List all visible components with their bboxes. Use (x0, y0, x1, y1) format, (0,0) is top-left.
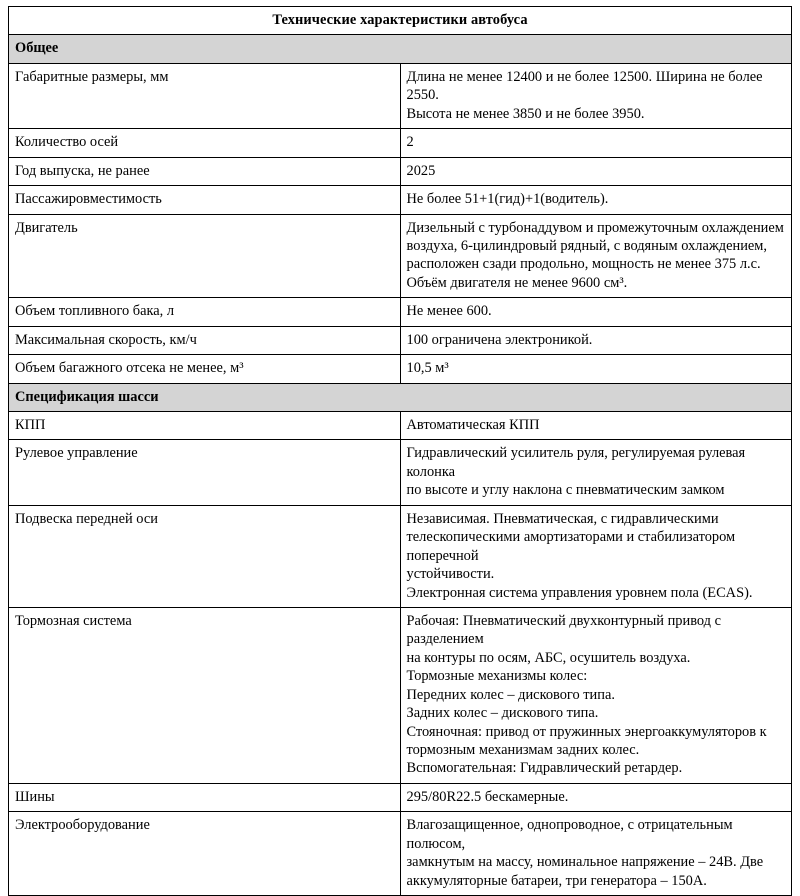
spec-label: Габаритные размеры, мм (9, 63, 401, 128)
spec-value-line: 295/80R22.5 бескамерные. (406, 788, 569, 805)
spec-label: Подвеска передней оси (9, 505, 401, 607)
spec-value-line: 100 ограничена электроникой. (406, 331, 593, 348)
spec-value-line: воздуха, 6-цилиндровый рядный, с водяным охлаждением, (406, 237, 767, 254)
table-row (9, 326, 792, 354)
table-row (9, 186, 792, 214)
spec-value-line: Тормозные механизмы колес: (406, 668, 588, 685)
spec-value-line: Стояночная: привод от пружинных энергоаккумуляторов к (406, 723, 767, 740)
table-row (9, 157, 792, 185)
spec-value-line: Высота не менее 3850 и не более 3950. (406, 105, 645, 122)
table-row (9, 412, 792, 440)
document-title-row (9, 7, 792, 35)
table-row (9, 355, 792, 383)
spec-value-line: Передних колес – дискового типа. (406, 686, 615, 703)
spec-value-line: Гидравлический усилитель руля, регулируемая рулевая колонка (406, 445, 746, 480)
spec-label: Тормозная система (9, 607, 401, 783)
spec-value (400, 129, 792, 157)
spec-value-line: устойчивости. (406, 566, 495, 583)
section-heading: Общее (9, 35, 792, 63)
spec-value-line: на контуры по осям, АБС, осушитель воздуха. (406, 649, 691, 666)
spec-table (8, 6, 792, 896)
table-row (9, 812, 792, 896)
spec-value-line: 10,5 м³ (406, 360, 449, 377)
table-row (9, 607, 792, 783)
spec-value (400, 63, 792, 128)
spec-value-line: Рабочая: Пневматический двухконтурный привод с разделением (406, 612, 721, 648)
spec-label: КПП (9, 412, 401, 440)
spec-label: Год выпуска, не ранее (9, 157, 401, 185)
spec-value (400, 783, 792, 811)
spec-value (400, 298, 792, 326)
spec-value (400, 355, 792, 383)
spec-value-line: Влагозащищенное, однопроводное, с отрицательным полюсом, (406, 817, 733, 852)
spec-label: Рулевое управление (9, 440, 401, 505)
section-header-row (9, 35, 792, 63)
spec-value-line: Автоматическая КПП (406, 417, 540, 433)
spec-value-line: Дизельный с турбонаддувом и промежуточным охлаждением (406, 219, 784, 236)
spec-label: Пассажировместимость (9, 186, 401, 214)
section-header-row (9, 383, 792, 411)
spec-value-line: Длина не менее 12400 и не более 12500. Ширина не более 2550. (406, 68, 763, 104)
page-title: Технические характеристики автобуса (9, 7, 792, 35)
spec-value (400, 505, 792, 607)
table-row (9, 63, 792, 128)
table-row (9, 129, 792, 157)
spec-value (400, 326, 792, 354)
table-row (9, 783, 792, 811)
table-row (9, 298, 792, 326)
spec-value-line: по высоте и углу наклона с пневматическим замком (406, 482, 725, 499)
spec-label: Объем багажного отсека не менее, м³ (9, 355, 401, 383)
spec-table-body (9, 7, 792, 896)
spec-value (400, 186, 792, 214)
spec-value-line: тормозным механизмам задних колес. (406, 742, 640, 758)
spec-value (400, 214, 792, 298)
spec-value-line: аккумуляторные батареи, три генератора – 150А. (406, 872, 707, 889)
spec-label: Объем топливного бака, л (9, 298, 401, 326)
spec-value (400, 412, 792, 440)
spec-value-line: расположен сзади продольно, мощность не менее 375 л.с. (406, 256, 761, 273)
spec-label: Количество осей (9, 129, 401, 157)
section-heading: Спецификация шасси (9, 383, 792, 411)
spec-value-line: Электронная система управления уровнем пола (ECAS). (406, 584, 753, 601)
spec-value-line: Вспомогательная: Гидравлический ретардер. (406, 760, 683, 777)
spec-value (400, 157, 792, 185)
table-row (9, 440, 792, 505)
spec-label: Максимальная скорость, км/ч (9, 326, 401, 354)
spec-value-line: Не более 51+1(гид)+1(водитель). (406, 191, 609, 208)
spec-value-line: Задних колес – дискового типа. (406, 705, 599, 722)
table-row (9, 505, 792, 607)
spec-label: Шины (9, 783, 401, 811)
spec-value-line: Не менее 600. (406, 303, 492, 320)
spec-value-line: 2 (406, 134, 414, 151)
spec-value-line: замкнутым на массу, номинальное напряжение – 24В. Две (406, 854, 764, 871)
spec-value-line: Независимая. Пневматическая, с гидравлическими (406, 510, 719, 527)
spec-value (400, 607, 792, 783)
spec-value-line: телескопическими амортизаторами и стабилизатором поперечной (406, 529, 736, 564)
spec-label: Электрооборудование (9, 812, 401, 896)
spec-value-line: 2025 (406, 162, 436, 179)
spec-value (400, 440, 792, 505)
spec-value-line: Объём двигателя не менее 9600 см³. (406, 274, 628, 291)
table-row (9, 214, 792, 298)
spec-label: Двигатель (9, 214, 401, 298)
spec-value (400, 812, 792, 896)
